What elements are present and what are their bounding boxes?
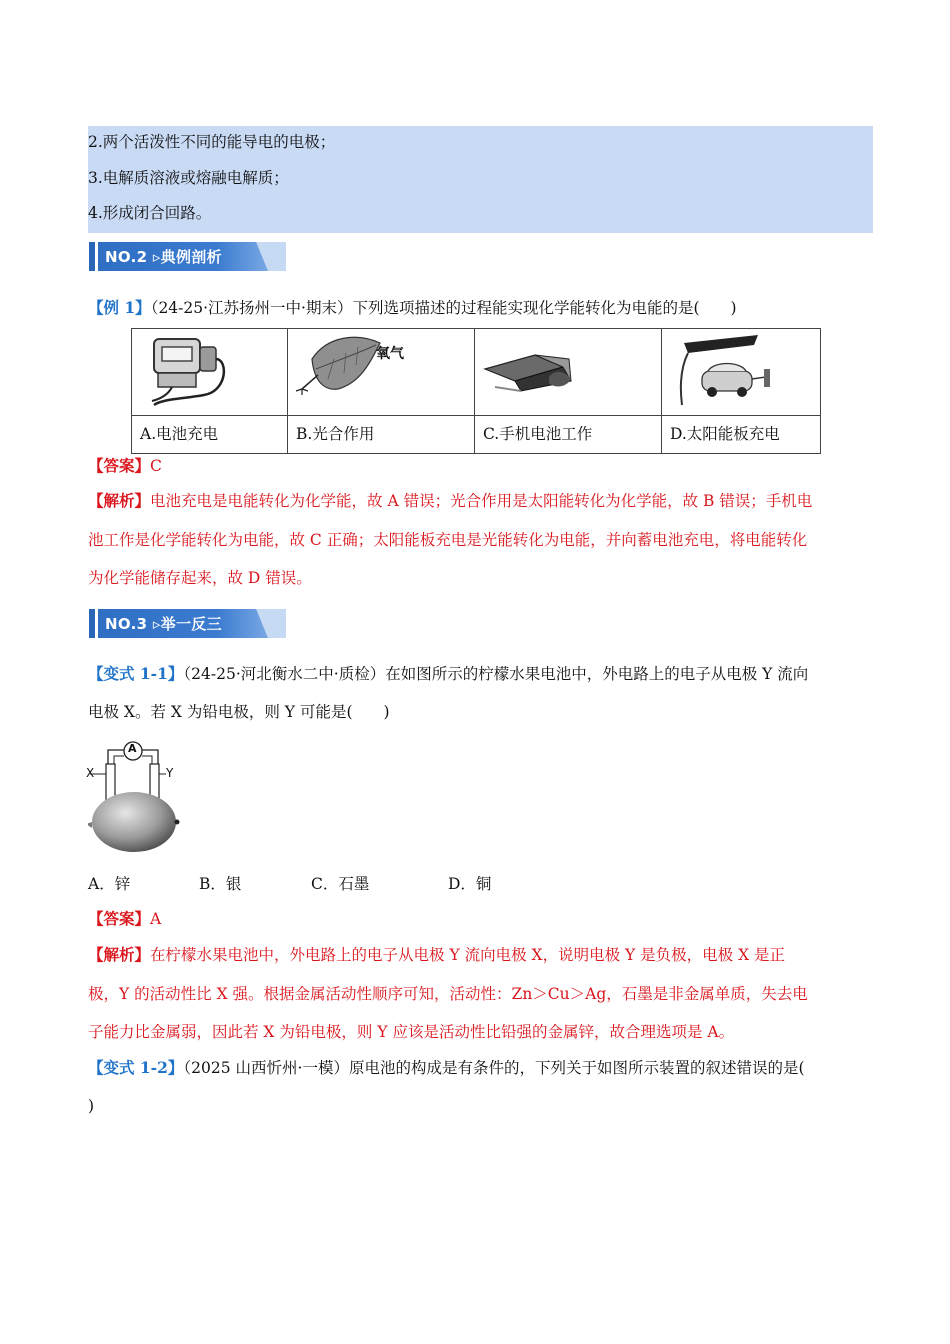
variant1-analysis-tag: 【解析】 <box>88 945 151 964</box>
example1-tag: 【例 1】 <box>88 298 151 317</box>
variant1-answer-value: A <box>150 910 162 928</box>
variant1-answer-tag: 【答案】 <box>88 909 151 928</box>
option-d-label: D.太阳能板充电 <box>662 416 821 454</box>
example1-answer-value: C <box>150 457 162 475</box>
option-a-label: A.电池充电 <box>132 416 288 454</box>
section-title-3: NO.3 ▹举一反三 <box>105 615 222 633</box>
variant1-option-d: D．铜 <box>448 875 492 893</box>
example1-analysis-line-3: 为化学能储存起来，故 D 错误。 <box>88 569 312 587</box>
section-title-2: NO.2 ▹典例剖析 <box>105 248 222 266</box>
leaf-photosynthesis-icon <box>288 329 474 411</box>
variant1-option-a: A．锌 <box>88 875 131 893</box>
variant2-question-line-2: ) <box>88 1097 95 1115</box>
electrode-y-label: Y <box>166 766 174 780</box>
option-a-image <box>132 329 288 416</box>
battery-charger-icon <box>132 329 287 411</box>
example1-analysis-line-1: 【解析】电池充电是电能转化为化学能，故 A 错误；光合作用是太阳能转化为化学能，故 B 错误；手机电 <box>88 491 813 510</box>
variant2-question-line-1: 【变式 1-2】（2025 山西忻州·一模）原电池的构成是有条件的，下列关于如图所示装置的叙述错误的是( <box>88 1058 805 1077</box>
variant1-question-line-1: 【变式 1-1】（24-25·河北衡水二中·质检）在如图所示的柠檬水果电池中，外电路上的电子从电极 Y 流向 <box>88 664 809 683</box>
variant1-analysis-line-2: 极，Y 的活动性比 X 强。根据金属活动性顺序可知，活动性：Zn＞Cu＞Ag，石墨是非金属单质，失去电 <box>88 985 808 1003</box>
ammeter-label: A <box>128 742 137 755</box>
condition-4: 4.形成闭合回路。 <box>88 204 212 222</box>
mobile-battery-icon <box>475 329 661 411</box>
variant1-answer <box>88 909 161 929</box>
lemon-battery-icon <box>88 738 188 854</box>
example1-question: （24-25·江苏扬州一中·期末）下列选项描述的过程能实现化学能转化为电能的是( ) <box>150 299 737 317</box>
option-b-image <box>288 329 475 416</box>
example1-options-table <box>131 328 821 454</box>
example1-question-line <box>88 298 737 318</box>
example1-analysis-tag: 【解析】 <box>88 491 151 510</box>
electrode-x-label: X <box>86 766 95 780</box>
variant1-tag: 【变式 1-1】 <box>88 664 184 683</box>
variant1-analysis-line-3: 子能力比金属弱，因此若 X 为铅电极，则 Y 应该是活动性比铅强的金属锌，故合理选项是 A。 <box>88 1023 735 1041</box>
section-banner-3 <box>89 609 286 638</box>
variant1-option-b: B．银 <box>199 875 242 893</box>
example1-answer <box>88 456 162 476</box>
condition-2: 2.两个活泼性不同的能导电的电极； <box>88 133 336 151</box>
option-b-label: B.光合作用 <box>288 416 475 454</box>
variant1-analysis-line-1: 【解析】在柠檬水果电池中，外电路上的电子从电极 Y 流向电极 X，说明电极 Y 是负极，电极 X 是正 <box>88 945 786 964</box>
variant1-question-line-2: 电极 X。若 X 为铅电极，则 Y 可能是( ) <box>88 703 390 721</box>
option-d-image <box>662 329 821 416</box>
oxygen-label: 氧气 <box>376 346 404 362</box>
lemon-battery-figure <box>88 738 188 854</box>
variant2-tag: 【变式 1-2】 <box>88 1058 184 1077</box>
option-c-image <box>475 329 662 416</box>
variant1-option-c: C．石墨 <box>311 875 370 893</box>
condition-3: 3.电解质溶液或熔融电解质； <box>88 169 289 187</box>
option-c-label: C.手机电池工作 <box>475 416 662 454</box>
solar-car-charging-icon <box>662 329 820 411</box>
example1-analysis-line-2: 池工作是化学能转化为电能，故 C 正确；太阳能板充电是光能转化为电能，并向蓄电池充电，将电能转化 <box>88 531 808 549</box>
example1-answer-tag: 【答案】 <box>88 456 151 475</box>
section-banner-2 <box>89 242 286 271</box>
